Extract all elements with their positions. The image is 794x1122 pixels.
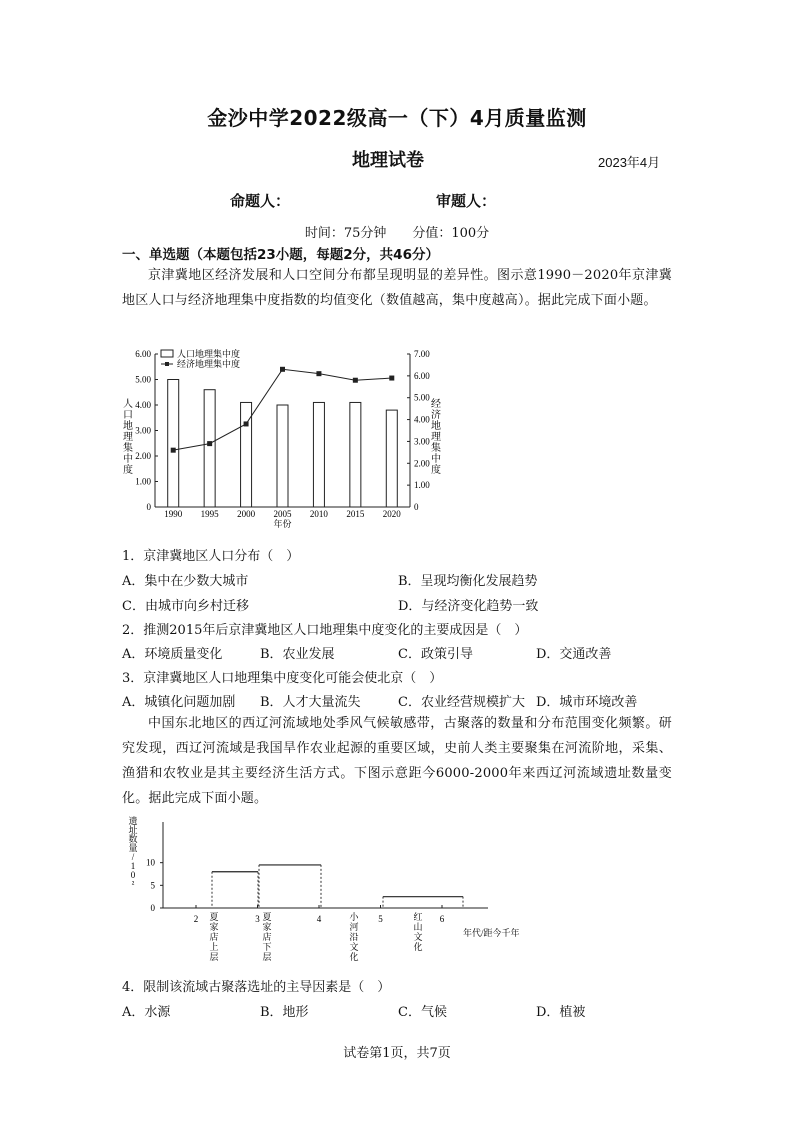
q1-option-c[interactable]: C．由城市向乡村迁移: [122, 599, 249, 614]
reviewer-label: 审题人：: [436, 192, 497, 210]
period-label-char: 化: [349, 952, 359, 962]
axis-title-char: 经: [431, 399, 441, 410]
economy-point: [171, 448, 176, 453]
population-bar: [168, 380, 179, 508]
legend-line-marker: [165, 362, 169, 366]
q2-option-a[interactable]: A．环境质量变化: [122, 647, 223, 662]
q4-option-d[interactable]: D．植被: [536, 1005, 586, 1020]
right-tick-label: 7.00: [414, 349, 430, 359]
right-tick-label: 2.00: [414, 458, 430, 469]
q3-option-a[interactable]: A．城镇化问题加剧: [122, 695, 236, 710]
section-title: 一、单选题（本题包括23小题，每题2分，共46分）: [122, 247, 439, 263]
left-tick-label: 1.00: [135, 476, 151, 487]
axis-title-char: 理: [123, 432, 133, 443]
year-label: 2020: [382, 509, 401, 519]
x-tick-label: 2: [193, 914, 199, 924]
y-title-char: /: [131, 852, 135, 862]
left-tick-label: 6.00: [135, 349, 151, 359]
period-label-char: 店: [209, 932, 219, 942]
y-axis-title: [128, 815, 137, 889]
q2-option-c[interactable]: C．政策引导: [398, 647, 473, 662]
chart-site-count: [118, 812, 520, 962]
period-label: [413, 911, 422, 952]
q3-option-c[interactable]: C．农业经营规模扩大: [398, 695, 525, 710]
right-tick-label: 4.00: [414, 414, 430, 425]
axis-title-char: 中: [431, 454, 441, 465]
year-label: 2005: [273, 509, 292, 519]
q1-option-a[interactable]: A．集中在少数大城市: [122, 574, 249, 589]
axis-title-char: 集: [123, 443, 133, 454]
y-tick-label: 0: [150, 903, 155, 913]
x-tick-label: 3: [255, 914, 260, 924]
page-footer: 试卷第1页，共7页: [343, 1046, 451, 1061]
period-label: [349, 911, 359, 962]
period-label-char: 文: [349, 942, 359, 952]
economy-point: [207, 441, 212, 446]
passage-1: 京津冀地区经济发展和人口空间分布都呈现明显的差异性。图示意1990－2020年京津冀地区人口与经济地理集中度指数的均值变化（数值越高，集中度越高）。据此完成下面小题。: [122, 268, 672, 308]
left-tick-label: 0: [146, 502, 151, 512]
y-title-char: ²: [131, 879, 135, 889]
question-2-stem: 2．推测2015年后京津冀地区人口地理集中度变化的主要成因是（ ）: [122, 623, 528, 638]
x-tick-label: 5: [378, 914, 383, 924]
economy-point: [389, 376, 394, 381]
exam-subtitle: 地理试卷: [352, 150, 424, 171]
year-label: 1995: [200, 509, 219, 519]
y-tick-label: 5: [150, 880, 155, 891]
left-tick-label: 4.00: [135, 400, 151, 410]
y-title-char: 遗: [128, 816, 138, 826]
q1-option-d[interactable]: D．与经济变化趋势一致: [398, 599, 539, 614]
legend-line-label: 经济地理集中度: [177, 359, 241, 369]
axis-title-char: 济: [431, 410, 441, 421]
period-label-char: 下: [262, 942, 272, 952]
right-tick-label: 0: [414, 502, 419, 512]
population-bar: [386, 410, 397, 507]
economy-point: [316, 371, 321, 376]
population-bar: [277, 405, 288, 507]
legend-bar-label: 人口地理集中度: [177, 349, 241, 359]
left-tick-label: 2.00: [135, 451, 151, 461]
axis-title-char: 地: [123, 421, 133, 432]
period-label-char: 河: [349, 922, 359, 932]
left-tick-label: 5.00: [135, 374, 151, 385]
year-label: 2015: [346, 509, 365, 519]
period-label-char: 化: [413, 942, 423, 952]
population-bar: [313, 402, 324, 507]
right-axis-title: [431, 398, 441, 476]
left-axis-title: [123, 397, 133, 476]
y-title-char: 0: [130, 870, 136, 880]
time-info: 时间：75分钟 分值：100分: [304, 226, 490, 241]
right-tick-label: 1.00: [414, 480, 430, 491]
period-label-char: 夏: [209, 912, 219, 922]
left-tick-label: 3.00: [135, 425, 151, 436]
right-tick-label: 5.00: [414, 392, 430, 403]
economy-point: [244, 421, 249, 426]
x-tick-label: 4: [316, 914, 322, 924]
right-tick-label: 6.00: [414, 370, 430, 381]
population-bar: [204, 390, 215, 507]
period-label-char: 层: [209, 952, 219, 962]
period-label: [209, 912, 218, 962]
legend-bar-swatch: [161, 350, 173, 357]
y-tick-label: 10: [146, 857, 155, 868]
year-label: 2000: [237, 509, 256, 519]
q3-option-d[interactable]: D．城市环境改善: [536, 695, 638, 710]
axis-title-char: 地: [431, 421, 441, 432]
period-label-char: 层: [262, 952, 272, 962]
period-label-char: 上: [209, 942, 219, 952]
period-label-char: 沿: [349, 932, 359, 942]
axis-title-char: 集: [431, 443, 441, 454]
year-label: 1990: [164, 509, 183, 519]
y-title-char: 量: [128, 843, 138, 853]
q4-option-b[interactable]: B．地形: [260, 1005, 309, 1020]
x-axis-title: 年份: [273, 519, 292, 529]
y-title-char: 1: [130, 861, 136, 871]
period-label-char: 家: [262, 922, 272, 932]
y-title-char: 数: [128, 834, 138, 844]
axis-title-char: 中: [123, 454, 133, 465]
q2-option-d[interactable]: D．交通改善: [536, 647, 612, 662]
period-label-char: 红: [413, 912, 423, 922]
question-4-stem: 4．限制该流域古聚落选址的主导因素是（ ）: [122, 980, 391, 995]
economy-point: [280, 367, 285, 372]
setter-label: 命题人：: [230, 192, 291, 210]
exam-date: 2023年4月: [598, 155, 661, 170]
right-tick-label: 3.00: [414, 436, 430, 447]
q3-option-b[interactable]: B．人才大量流失: [260, 695, 361, 710]
year-label: 2010: [309, 509, 328, 519]
axis-title-char: 度: [123, 465, 133, 476]
question-3-stem: 3．京津冀地区人口地理集中度变化可能会使北京（ ）: [122, 671, 443, 686]
economy-point: [353, 378, 358, 383]
x-tick-label: 6: [439, 914, 445, 924]
period-label-char: 文: [413, 932, 423, 942]
q2-option-b[interactable]: B．农业发展: [260, 647, 335, 662]
q4-option-c[interactable]: C．气候: [398, 1005, 447, 1020]
period-label: [262, 912, 271, 962]
period-label-char: 夏: [262, 912, 272, 922]
axis-title-char: 度: [431, 465, 441, 476]
x-axis-title: 年代/距今千年: [463, 928, 520, 938]
axis-title-char: 人: [123, 399, 133, 410]
period-label-char: 家: [209, 922, 219, 932]
axis-title-char: 口: [123, 410, 133, 421]
period-label-char: 店: [262, 932, 272, 942]
exam-title: 金沙中学2022级高一（下）4月质量监测: [207, 106, 587, 130]
question-1-stem: 1．京津冀地区人口分布（ ）: [122, 549, 300, 564]
q4-option-a[interactable]: A．水源: [122, 1005, 171, 1020]
passage-2: 中国东北地区的西辽河流域地处季风气候敏感带，古聚落的数量和分布范围变化频繁。研究发现，西辽河流域是我国旱作农业起源的重要区域，史前人类主要聚集在河流阶地，采集、渔猎和农牧业是其主要经济生活方式。下图示意距今6000-2000年来西辽河流域遗址数量变化。据此完成下面小题。: [122, 716, 672, 806]
population-bar: [350, 402, 361, 507]
chart-population-economy: [115, 342, 445, 532]
q1-option-b[interactable]: B．呈现均衡化发展趋势: [398, 574, 538, 589]
period-label-char: 小: [349, 912, 359, 922]
axis-title-char: 理: [431, 432, 441, 443]
period-label-char: 山: [413, 922, 423, 932]
y-title-char: 址: [128, 825, 138, 835]
